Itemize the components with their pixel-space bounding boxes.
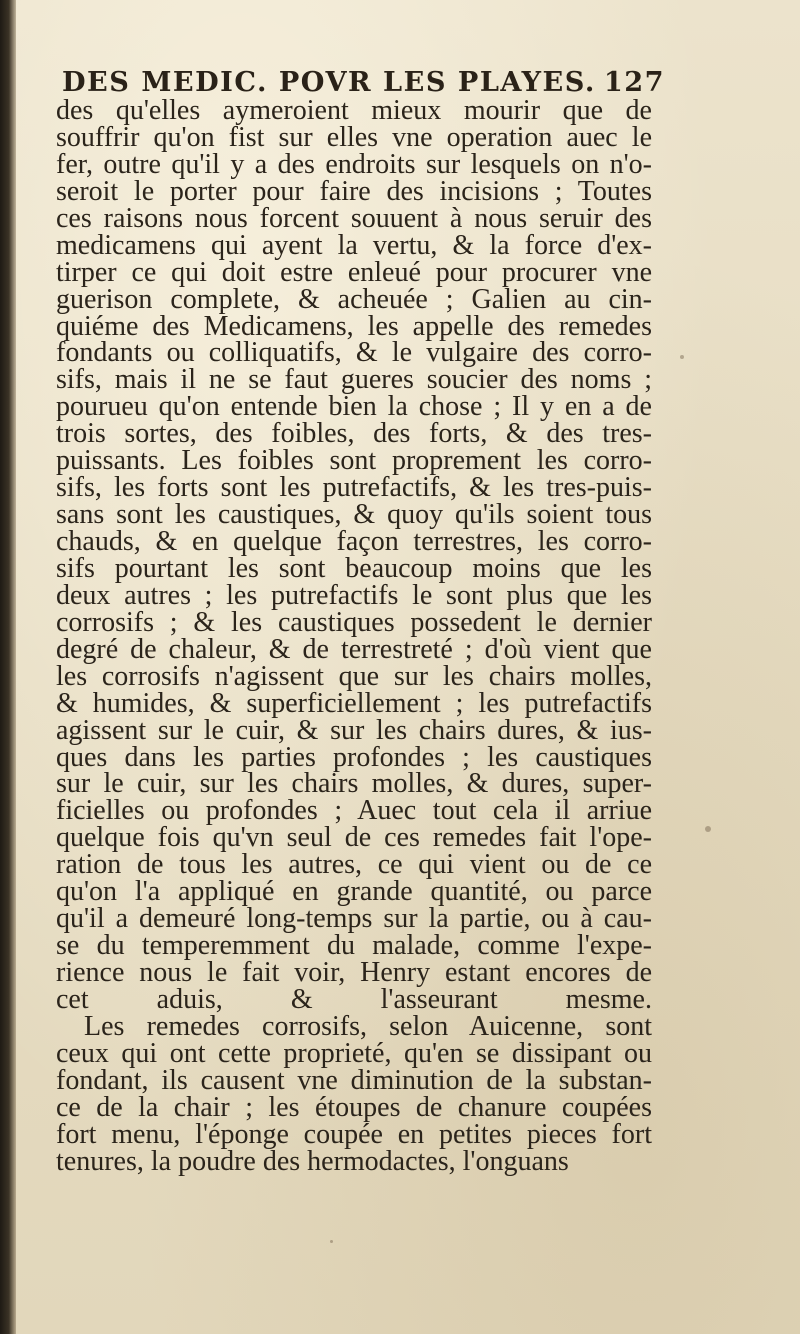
text-line: & humides, & superficiellement ; les putrefactifs <box>56 687 652 719</box>
text-line: medicamens qui ayent la vertu, & la force d'ex- <box>56 229 652 261</box>
paper-speck <box>680 355 684 359</box>
text-line: ceux qui ont cette proprieté, qu'en se dissipant ou <box>56 1037 652 1069</box>
text-line: sifs pourtant les sont beaucoup moins que les <box>56 552 652 584</box>
page-number: 127 <box>603 66 666 98</box>
text-line: quiéme des Medicamens, les appelle des remedes <box>56 310 652 342</box>
body-text <box>56 95 652 1177</box>
text-line: agissent sur le cuir, & sur les chairs dures, & ius- <box>56 714 652 746</box>
binding-gutter <box>0 0 16 1334</box>
text-line: tirper ce qui doit estre enleué pour procurer vne <box>56 256 652 288</box>
text-line: se du temperemment du malade, comme l'expe- <box>56 930 652 962</box>
text-line: ques dans les parties profondes ; les caustiques <box>56 741 652 773</box>
text-line: corrosifs ; & les caustiques possedent le dernier <box>56 606 652 638</box>
text-line: seroit le porter pour faire des incisions ; Toutes <box>56 175 652 207</box>
text-line: des qu'elles aymeroient mieux mourir que de <box>56 95 652 126</box>
text-line: sans sont les caustiques, & quoy qu'ils soient tous <box>56 499 652 531</box>
text-line: quelque fois qu'vn seul de ces remedes fait l'ope- <box>56 822 652 854</box>
text-line: ration de tous les autres, ce qui vient ou de ce <box>56 849 652 881</box>
text-line: les corrosifs n'agissent que sur les chairs molles, <box>56 660 652 692</box>
text-line: qu'on l'a appliqué en grande quantité, ou parce <box>56 876 652 908</box>
text-line: fondants ou colliquatifs, & le vulgaire des corro- <box>56 337 652 369</box>
text-line: puissants. Les foibles sont proprement les corro- <box>56 445 652 477</box>
text-line: trois sortes, des foibles, des forts, & des tres- <box>56 418 652 450</box>
text-line: ce de la chair ; les étoupes de chanure coupées <box>56 1091 652 1123</box>
text-line: sifs, mais il ne se faut gueres soucier des noms ; <box>56 364 652 396</box>
text-line: sifs, les forts sont les putrefactifs, & les tres-puis- <box>56 472 652 504</box>
paper-speck <box>705 826 711 832</box>
text-line: Les remedes corrosifs, selon Auicenne, sont <box>84 1010 652 1042</box>
text-line: guerison complete, & acheuée ; Galien au cin- <box>56 283 652 315</box>
text-line: ficielles ou profondes ; Auec tout cela il arriue <box>56 795 652 827</box>
text-line: ces raisons nous forcent souuent à nous seruir des <box>56 202 652 234</box>
paper-speck <box>330 1240 333 1243</box>
text-line: qu'il a demeuré long-temps sur la partie, ou à cau- <box>56 903 652 935</box>
text-line: fondant, ils causent vne diminution de la substan- <box>56 1064 652 1096</box>
text-line: deux autres ; les putrefactifs le sont plus que les <box>56 579 652 611</box>
text-line: fer, outre qu'il y a des endroits sur lesquels on n'o- <box>56 148 652 180</box>
text-line: rience nous le fait voir, Henry estant encores de <box>56 957 652 988</box>
text-line: chauds, & en quelque façon terrestres, les corro- <box>56 526 652 557</box>
text-line: cet aduis, & l'asseurant mesme. <box>56 983 652 1015</box>
text-line: pourueu qu'on entende bien la chose ; Il y en a de <box>56 391 652 423</box>
text-line: souffrir qu'on fist sur elles vne operation auec le <box>56 121 652 153</box>
text-line: degré de chaleur, & de terrestreté ; d'où vient que <box>56 633 652 665</box>
running-header <box>62 66 665 98</box>
text-line: fort menu, l'éponge coupée en petites pieces fort <box>56 1118 652 1150</box>
text-line: sur le cuir, sur les chairs molles, & dures, super- <box>56 768 652 800</box>
running-title: DES MEDIC. POVR LES PLAYES. <box>62 66 596 98</box>
text-line: tenures, la poudre des hermodactes, l'onguans <box>56 1145 569 1177</box>
